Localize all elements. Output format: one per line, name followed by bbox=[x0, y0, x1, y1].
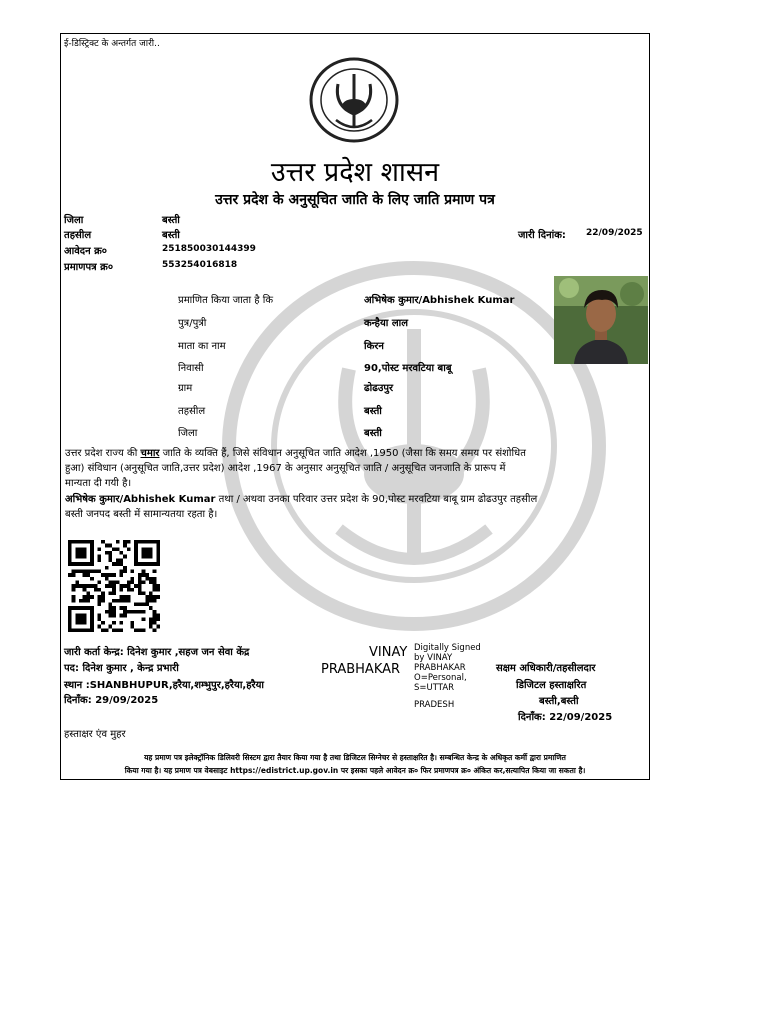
resident-label: निवासी bbox=[178, 363, 204, 374]
signature-detail-2: by VINAY bbox=[414, 653, 453, 663]
village-label: ग्राम bbox=[178, 383, 193, 394]
footer-line2: किया गया है। यह प्रमाण पत्र वेबसाइट https://edistrict.up.gov.in पर इसका पहले आवेदन क्र० फिर प्रमाणपत्र क्र० अंकित कर,सत्यापित किया जा सकता है। bbox=[124, 766, 586, 775]
authority-place: बस्ती,बस्ती bbox=[539, 696, 579, 707]
paragraph2-name: अभिषेक कुमार/Abhishek Kumar bbox=[65, 494, 216, 505]
authority-title: सक्षम अधिकारी/तहसीलदार bbox=[496, 663, 596, 674]
issuer-place: स्थान :SHANBHUPUR,हरैया,शम्भुपुर,हरैया,हरैया bbox=[64, 680, 264, 691]
digital-signature-details bbox=[414, 643, 481, 710]
detail-tehsil-value: बस्ती bbox=[364, 406, 382, 417]
issue-date-label: जारी दिनांक: bbox=[518, 230, 566, 241]
detail-district-value: बस्ती bbox=[364, 428, 382, 439]
tehsil-label: तहसील bbox=[64, 230, 92, 241]
authority-digital-signed: डिजिटल हस्ताक्षरित bbox=[516, 680, 587, 691]
header-note: ई-डिस्ट्रिक्ट के अन्तर्गत जारी.. bbox=[64, 39, 160, 49]
tehsil-value: बस्ती bbox=[162, 230, 180, 241]
father-name-value: कन्हैया लाल bbox=[364, 318, 409, 329]
detail-tehsil-label: तहसील bbox=[178, 406, 206, 417]
certificate-number-label: प्रमाणपत्र क्र० bbox=[64, 262, 114, 273]
village-value: ढोढउपुर bbox=[364, 383, 394, 394]
certificate-subtitle: उत्तर प्रदेश के अनुसूचित जाति के लिए जाति प्रमाण पत्र bbox=[215, 192, 495, 208]
paragraph1-line3: मान्यता दी गयी है। bbox=[65, 478, 132, 489]
verification-footer bbox=[61, 751, 649, 777]
child-of-label: पुत्र/पुत्री bbox=[178, 318, 207, 329]
signature-detail-5: S=UTTAR bbox=[414, 683, 455, 693]
footer-line1: यह प्रमाण पत्र इलेक्ट्रॉनिक डिलिवरी सिस्टम द्वारा तैयार किया गया है तथा डिजिटल सिग्नेचर से हस्ताक्षरित है। सम्बन्धित केन्द्र के अधिकृत कर्मी द्वारा प्रमाणित bbox=[144, 753, 566, 762]
government-title: उत्तर प्रदेश शासन bbox=[270, 157, 440, 188]
district-value: बस्ती bbox=[162, 215, 180, 226]
verification-qr-code[interactable] bbox=[65, 540, 163, 632]
certificate-document bbox=[60, 33, 650, 780]
authority-date: दिनाँक: 22/09/2025 bbox=[518, 712, 613, 723]
paragraph2-line1: तथा / अथवा उनका परिवार उत्तर प्रदेश के 90,पोस्ट मरवटिया बाबू ग्राम ढोढउपुर तहसील bbox=[218, 494, 538, 505]
paragraph1-prefix: उत्तर प्रदेश राज्य की bbox=[65, 448, 138, 459]
signature-detail-6: PRADESH bbox=[414, 700, 455, 710]
application-number-value: 251850030144399 bbox=[162, 244, 256, 254]
paragraph1-line2: हुआ) संविधान (अनुसूचित जाति,उत्तर प्रदेश) आदेश ,1967 के अनुसार अनुसूचित जाति / अनुसूचित जनजाति के प्रारूप में bbox=[65, 463, 506, 474]
signature-detail-1: Digitally Signed bbox=[414, 643, 481, 653]
caste-certification-paragraph bbox=[65, 446, 645, 491]
application-number-label: आवेदन क्र० bbox=[64, 246, 108, 257]
signer-name-line2: PRABHAKAR bbox=[321, 662, 401, 677]
issuer-date: दिनाँक: 29/09/2025 bbox=[64, 695, 159, 706]
issue-date-value: 22/09/2025 bbox=[586, 228, 643, 238]
signature-detail-4: O=Personal, bbox=[414, 673, 467, 683]
applicant-photo bbox=[554, 276, 648, 364]
up-state-emblem bbox=[308, 56, 400, 144]
caste-name: चमार bbox=[140, 448, 160, 459]
certificate-number-value: 553254016818 bbox=[162, 260, 238, 270]
district-label: जिला bbox=[64, 215, 84, 226]
issuer-post: पद: दिनेश कुमार , केन्द्र प्रभारी bbox=[64, 663, 179, 674]
issuer-center: जारी कर्ता केन्द्र: दिनेश कुमार ,सहज जन सेवा केंद्र bbox=[64, 647, 250, 658]
paragraph1-line1: जाति के व्यक्ति हैं, जिसे संविधान अनुसूचित जाति आदेश ,1950 (जैसा कि समय समय पर संशोधित bbox=[162, 448, 526, 459]
residence-paragraph bbox=[65, 492, 645, 522]
resident-value: 90,पोस्ट मरवटिया बाबू bbox=[364, 363, 452, 374]
signature-and-seal-label: हस्ताक्षर एंव मुहर bbox=[64, 729, 126, 740]
paragraph2-line2: बस्ती जनपद बस्ती में सामान्यतया रहता है। bbox=[65, 509, 218, 520]
detail-district-label: जिला bbox=[178, 428, 198, 439]
applicant-name-value: अभिषेक कुमार/Abhishek Kumar bbox=[364, 295, 515, 306]
mother-name-value: किरन bbox=[364, 341, 384, 352]
mother-name-label: माता का नाम bbox=[178, 341, 226, 352]
signature-detail-3: PRABHAKAR bbox=[414, 663, 466, 673]
certified-label: प्रमाणित किया जाता है कि bbox=[178, 295, 274, 306]
signer-name-line1: VINAY bbox=[369, 645, 408, 660]
